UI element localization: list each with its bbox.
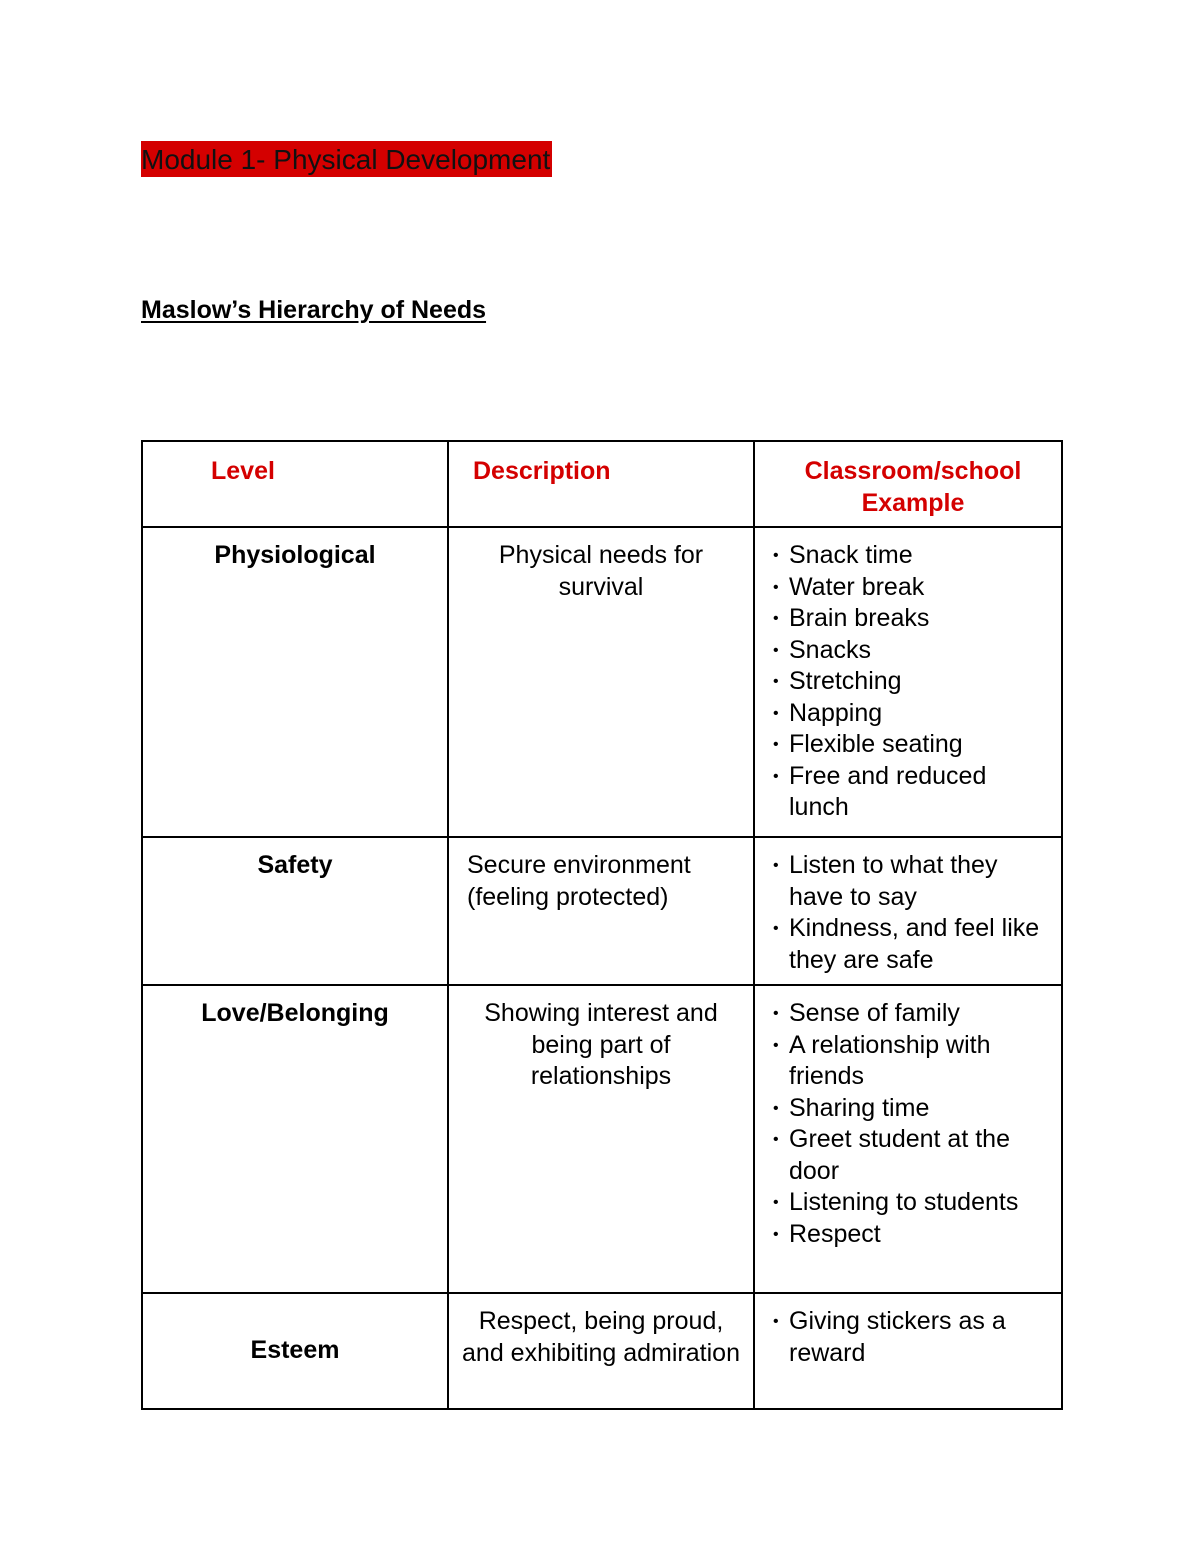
description-cell: Secure environment (feeling protected) <box>448 837 754 985</box>
list-item: • Respect <box>767 1219 1051 1251</box>
list-item: • Kindness, and feel like they are safe <box>767 913 1051 976</box>
list-item: • Sense of family <box>767 998 1051 1030</box>
list-item: • Stretching <box>767 666 1051 698</box>
list-item: • Greet student at the door <box>767 1124 1051 1187</box>
example-cell <box>754 527 1062 837</box>
header-example: Classroom/school Example <box>754 441 1062 527</box>
list-item: • Listening to students <box>767 1187 1051 1219</box>
example-cell <box>754 985 1062 1293</box>
list-item: • Listen to what they have to say <box>767 850 1051 913</box>
level-cell: Esteem <box>142 1293 448 1409</box>
example-cell <box>754 1293 1062 1409</box>
module-title: Module 1- Physical Development <box>141 141 552 177</box>
list-item: • Flexible seating <box>767 729 1051 761</box>
table-row <box>142 985 1062 1293</box>
list-item: • Napping <box>767 698 1051 730</box>
list-item: • Snacks <box>767 635 1051 667</box>
level-cell: Safety <box>142 837 448 985</box>
example-list <box>767 850 1051 976</box>
example-list <box>767 540 1051 824</box>
maslow-table <box>141 440 1063 1410</box>
list-item: • Sharing time <box>767 1093 1051 1125</box>
list-item: • A relationship with friends <box>767 1030 1051 1093</box>
list-item: • Free and reduced lunch <box>767 761 1051 824</box>
example-cell <box>754 837 1062 985</box>
section-heading: Maslow’s Hierarchy of Needs <box>141 296 487 324</box>
list-item: • Water break <box>767 572 1051 604</box>
level-cell: Physiological <box>142 527 448 837</box>
example-list <box>767 998 1051 1250</box>
description-cell: Showing interest and being part of relationships <box>448 985 754 1293</box>
level-cell: Love/Belonging <box>142 985 448 1293</box>
description-cell: Respect, being proud, and exhibiting admiration <box>448 1293 754 1409</box>
table-row <box>142 837 1062 985</box>
header-level: Level <box>142 441 448 527</box>
table-row <box>142 527 1062 837</box>
description-cell: Physical needs for survival <box>448 527 754 837</box>
example-list <box>767 1306 1051 1369</box>
list-item: • Snack time <box>767 540 1051 572</box>
header-description: Description <box>448 441 754 527</box>
table-header-row <box>142 441 1062 527</box>
list-item: • Giving stickers as a reward <box>767 1306 1051 1369</box>
list-item: • Brain breaks <box>767 603 1051 635</box>
table-row <box>142 1293 1062 1409</box>
